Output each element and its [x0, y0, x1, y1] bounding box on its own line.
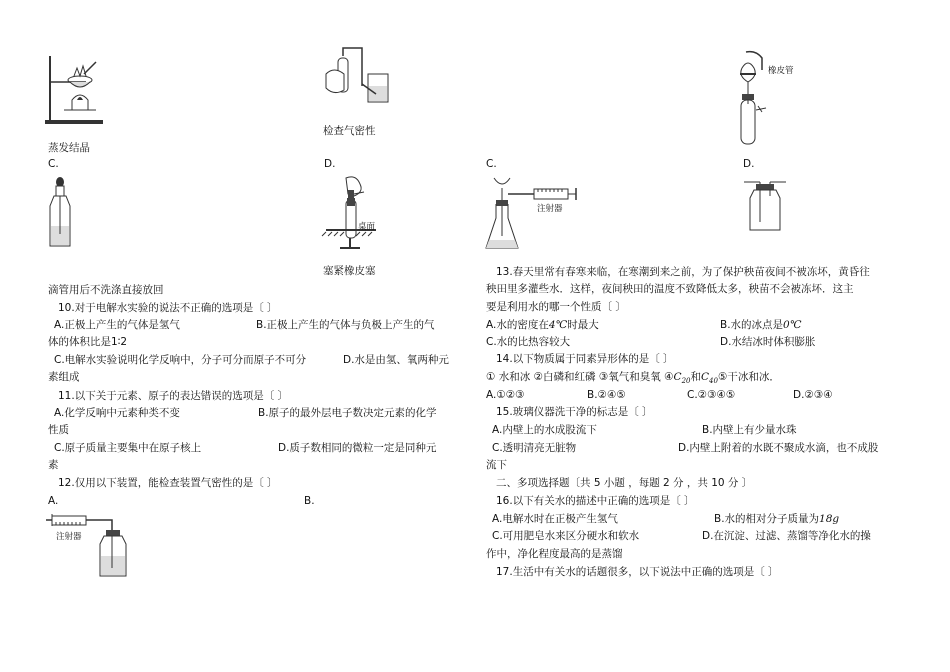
q14-option-d: D.②③④ [793, 389, 833, 401]
q14-items-post: ⑤干冰和冰． [717, 371, 780, 383]
dropper-bottle-figure [46, 176, 74, 248]
label-c1: C. [48, 158, 59, 170]
q13-a-post: 时最大 [567, 319, 599, 331]
q14-stem: 14.以下物质属于同素异形体的是〔 〕 [496, 353, 674, 365]
q16-option-d-line1: D.在沉淀、过滤、蒸馏等净化水的操 [702, 530, 871, 542]
q13-option-a [486, 318, 599, 332]
q13-option-c: C.水的比热容较大 [486, 336, 571, 348]
label-d1: D. [324, 158, 336, 170]
q16-option-a: A.电解水时在正极产生氢气 [492, 513, 618, 525]
q13-b-num: 0 [783, 319, 790, 331]
gas-bottle-figure [742, 176, 788, 232]
q13-line2: 秧田里多灌些水．这样，夜间秧田的温度不致降低太多，秧苗不会被冻坏．这主 [486, 283, 854, 295]
q16-b-num: 18 [819, 513, 833, 525]
q12-option-b: B. [304, 495, 315, 507]
q13-option-d: D.水结冰时体积膨胀 [720, 336, 816, 348]
q17-stem: 17.生活中有关水的话题很多，以下说法中正确的选项是〔 〕 [496, 566, 779, 578]
q14-c40-symbol: C [700, 371, 710, 383]
q13-line1: 13.春天里常有春寒来临，在寒潮到来之前，为了保护秧苗夜间不被冻坏，黄昏往 [496, 266, 870, 278]
table-label: 桌面 [358, 222, 376, 232]
q16-option-c: C.可用肥皂水来区分硬水和软水 [492, 530, 640, 542]
caption-evaporation: 蒸发结晶 [48, 142, 90, 154]
syringe-label-c: 注射器 [537, 204, 563, 214]
syringe-bottle-figure [46, 510, 136, 580]
q13-option-b [720, 318, 801, 332]
q16-option-b [714, 512, 839, 526]
q10-option-a: A.正极上产生的气体是氢气 [54, 319, 180, 331]
q13-b-unit: ℃ [789, 319, 802, 331]
q10-stem: 10.对于电解水实验的说法不正确的选项是〔 〕 [58, 302, 278, 314]
q10-option-c: C.电解水实验说明化学反响中，分子可分而原子不可分 [54, 354, 307, 366]
q12-stem: 12.仅用以下装置，能检查装置气密性的是〔 〕 [58, 477, 278, 489]
airtight-check-figure [322, 44, 392, 106]
q16-option-d-line2: 作中，净化程度最高的是蒸馏 [486, 548, 623, 560]
q13-b-pre: B.水的冰点是 [720, 319, 784, 331]
q16-b-pre: B.水的相对分子质量为 [714, 513, 820, 525]
q15-option-b: B.内壁上有少量水珠 [702, 424, 797, 436]
q10-option-b-line1: B.正极上产生的气体与负极上产生的气 [256, 319, 435, 331]
q14-and: 和 [690, 371, 701, 383]
q16-b-unit: g [832, 513, 840, 525]
q11-option-b-line1: B.原子的最外层电子数决定元素的化学 [258, 407, 437, 419]
q13-line3: 要是利用水的哪一个性质〔 〕 [486, 301, 626, 313]
label-c2: C. [486, 158, 497, 170]
q11-option-b-line2: 性质 [48, 424, 69, 436]
q14-c20-symbol: C [673, 371, 682, 383]
q15-option-c: C.透明清亮无脏物 [492, 442, 577, 454]
evaporation-figure [44, 52, 106, 126]
q10-option-b-line2: 体的体积比是1∶2 [48, 336, 128, 348]
q11-option-d-line1: D.质子数相同的微粒一定是同种元 [278, 442, 437, 454]
q10-option-d-line1: D.水是由氢、氧两种元 [343, 354, 449, 366]
q14-option-c: C.②③④⑤ [687, 389, 736, 401]
q12-option-a: A. [48, 495, 59, 507]
caption-dropper: 滴管用后不洗涤直接放回 [48, 284, 164, 296]
q14-items-pre: ① 水和冰 ②白磷和红磷 ③氧气和臭氧 ④ [486, 371, 674, 383]
caption-stopper: 塞紧橡皮塞 [323, 265, 376, 277]
q10-option-d-line2: 素组成 [48, 371, 80, 383]
q11-option-c: C.原子质量主要集中在原子核上 [54, 442, 202, 454]
q15-stem: 15.玻璃仪器洗干净的标志是〔 〕 [496, 406, 653, 418]
q11-option-a: A.化学反响中元素种类不变 [54, 407, 180, 419]
q13-a-unit: ℃ [555, 319, 568, 331]
q16-stem: 16.以下有关水的描述中正确的选项是〔 〕 [496, 495, 695, 507]
stopper-figure [320, 172, 382, 250]
q14-c20-sub: 20 [681, 377, 691, 386]
q14-items [486, 370, 780, 388]
caption-airtight: 检查气密性 [323, 125, 376, 137]
rubber-tube-label: 橡皮管 [768, 66, 794, 76]
flask-syringe-figure [482, 174, 578, 254]
q15-option-a: A.内壁上的水成股流下 [492, 424, 597, 436]
q13-a-num: 4 [548, 319, 556, 331]
q15-option-d-line1: D.内壁上附着的水既不聚成水滴，也不成股 [678, 442, 879, 454]
syringe-label-a: 注射器 [56, 532, 82, 542]
q13-a-pre: A.水的密度在 [486, 319, 549, 331]
q11-stem: 11.以下关于元素、原子的表达错误的选项是〔 〕 [58, 390, 289, 402]
q14-option-a: A.①②③ [486, 389, 525, 401]
q14-c40-sub: 40 [709, 377, 718, 386]
q15-option-d-line2: 流下 [486, 459, 507, 471]
q14-option-b: B.②④⑤ [587, 389, 626, 401]
label-d2: D. [743, 158, 755, 170]
q11-option-d-line2: 素 [48, 459, 59, 471]
section2-title: 二、多项选择题〔共 5 小题 ，每题 2 分 ，共 10 分 〕 [496, 477, 753, 489]
